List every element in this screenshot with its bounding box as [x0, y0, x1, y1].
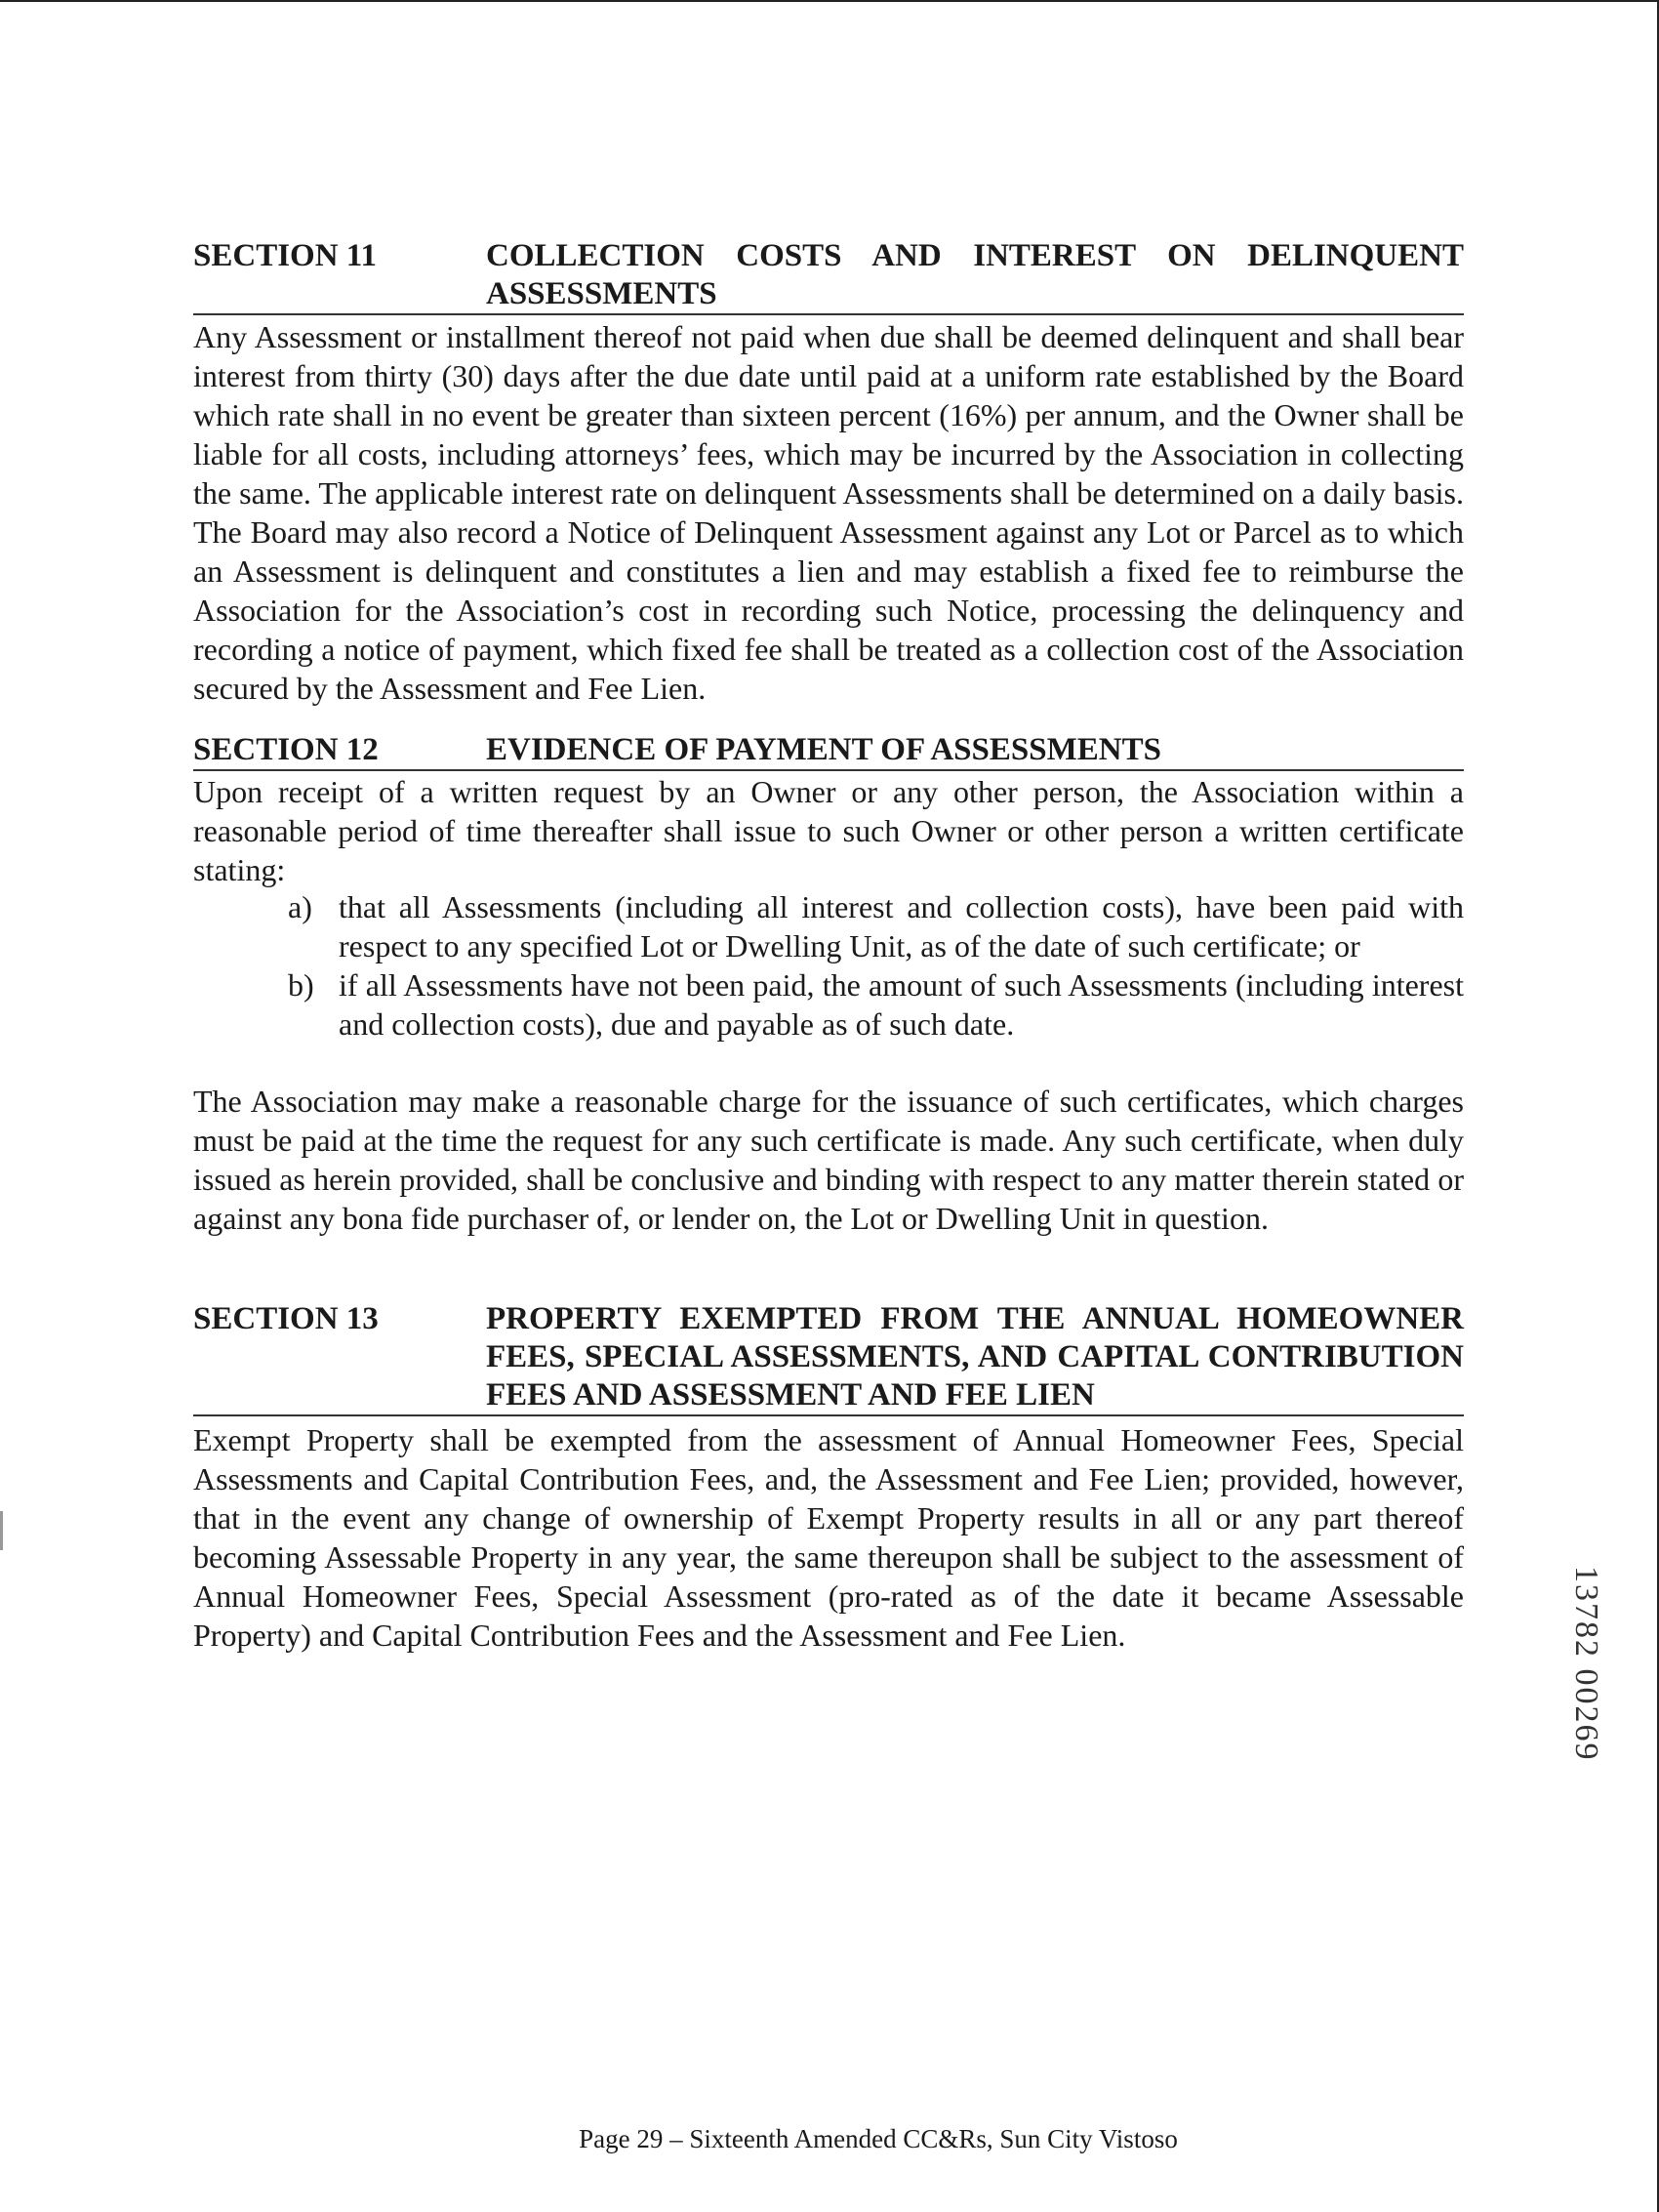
section-13-body: Exempt Property shall be exempted from the assessment of Annual Homeowner Fees, Special Assessments and Capital Contribution Fees, and, the Assessment and Fee Lien; provided, however, that in the event any change of ownership of Exempt Property results in all or any part thereof becoming Assessable Property in any year, the same thereupon shall be subject to the assessment of Annual Homeowner Fees, Special Assessment (pro-rated as of the date it became Assessable Property) and Capital Contribution Fees and the Assessment and Fee Lien. — [193, 1422, 1464, 1653]
section-11-heading — [193, 237, 1464, 315]
list-item — [288, 965, 1464, 1044]
section-11-body: Any Assessment or installment thereof not paid when due shall be deemed delinquent and shall bear interest from thirty (30) days after the due date until paid at a uniform rate established by the Board which rate shall in no event be greater than sixteen percent (16%) per annum, and the Owner shall be liable for all costs, including attorneys’ fees, which may be incurred by the Association in collecting the same. The applicable interest rate on delinquent Assessments shall be determined on a daily basis. The Board may also record a Notice of Delinquent Assessment against any Lot or Parcel as to which an Assessment is delinquent and constitutes a lien and may establish a fixed fee to reimburse the Association for the Association’s cost in recording such Notice, processing the delinquency and recording a notice of payment, which fixed fee shall be treated as a collection cost of the Association secured by the Assessment and Fee Lien. — [193, 319, 1464, 706]
page-edge-top — [0, 0, 1659, 2]
list-marker: a) — [288, 889, 312, 924]
section-12-heading — [193, 731, 1464, 771]
section-12-intro: Upon receipt of a written request by an Owner or any other person, the Association within a reasonable period of time thereafter shall issue to such Owner or other person a written certificate stating: — [193, 774, 1464, 887]
page-footer — [0, 2124, 1659, 2154]
section-13-title: PROPERTY EXEMPTED FROM THE ANNUAL HOMEOWNER FEES, SPECIAL ASSESSMENTS, AND CAPITAL CONTRIBUTION FEES AND ASSESSMENT AND FEE LIEN — [486, 1301, 1464, 1413]
list-item — [288, 887, 1464, 965]
section-13-heading — [193, 1300, 1464, 1416]
section-12-list — [288, 887, 1464, 1044]
list-item-text: that all Assessments (including all interest and collection costs), have been paid with respect to any specified Lot or Dwelling Unit, as of the date of such certificate; or — [339, 889, 1464, 963]
section-11-number: SECTION 11 — [193, 238, 377, 273]
section-11-title: COLLECTION COSTS AND INTEREST ON DELINQUENT ASSESSMENTS — [486, 238, 1464, 311]
recording-stamp — [1561, 1566, 1620, 1839]
section-12-number: SECTION 12 — [193, 732, 379, 767]
scan-mark — [0, 1511, 3, 1550]
recording-number: 13782 00269 — [1568, 1566, 1604, 1762]
section-12-closing: The Association may make a reasonable charge for the issuance of such certificates, which charges must be paid at the time the request for any such certificate is made. Any such certificate, when duly issued as herein provided, shall be conclusive and binding with respect to any matter therein stated or against any bona fide purchaser of, or lender on, the Lot or Dwelling Unit in question. — [193, 1084, 1464, 1236]
footer-text: Page 29 – Sixteenth Amended CC&Rs, Sun City Vistoso — [579, 2124, 1178, 2153]
list-marker: b) — [288, 967, 314, 1003]
list-item-text: if all Assessments have not been paid, the amount of such Assessments (including interest and collection costs), due and payable as of such date. — [339, 967, 1464, 1042]
section-12-title: EVIDENCE OF PAYMENT OF ASSESSMENTS — [486, 732, 1161, 767]
section-13-number: SECTION 13 — [193, 1301, 379, 1336]
